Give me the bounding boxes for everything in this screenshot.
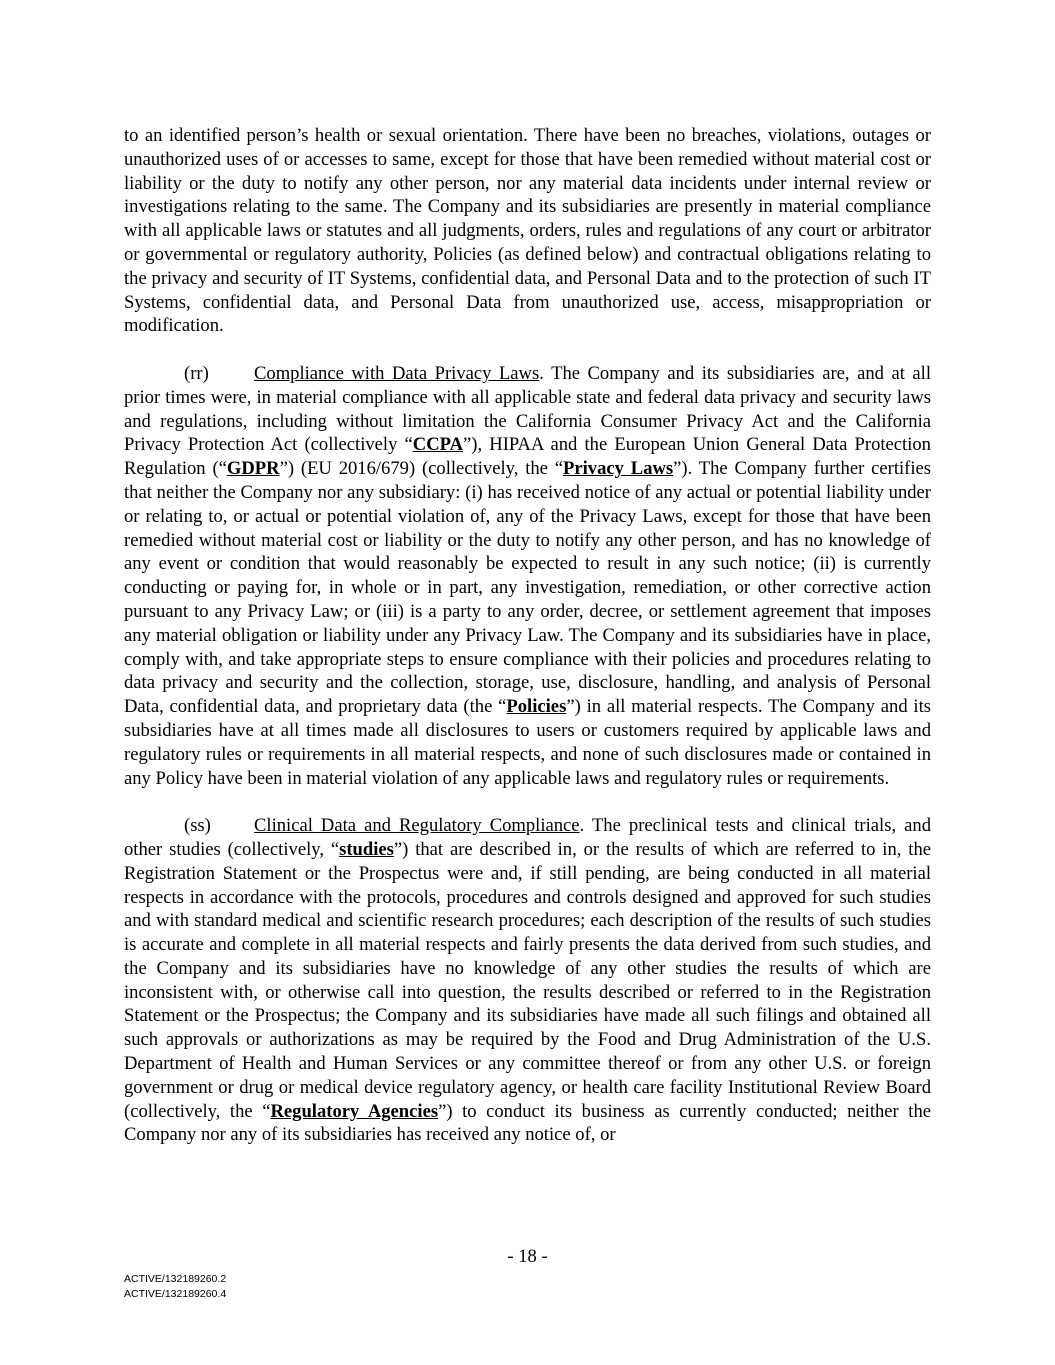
defined-term-regulatory-agencies: Regulatory Agencies xyxy=(270,1100,439,1122)
paragraph-spacer xyxy=(124,338,931,362)
paragraph-spacer xyxy=(124,790,931,814)
section-heading: Compliance with Data Privacy Laws xyxy=(254,362,540,384)
section-text: ”). The Company further certifies that neither the Company nor any subsidiary: (i) has received notice of any actual or potential liability under or relating to, or actual or potential violation of, any of the Privacy Laws, except for those that have been remedied without material cost or liability or the duty to notify any other person, and has no knowledge of any event or condition that would reasonably be expected to result in any such notice; (ii) is currently conducting or paying for, in whole or in part, any investigation, remediation, or other corrective action pursuant to any Privacy Law; or (iii) is a party to any order, decree, or settlement agreement that imposes any material obligation or liability under any Privacy Law. The Company and its subsidiaries have in place, comply with, and take appropriate steps to ensure compliance with their policies and procedures relating to data privacy and security and the collection, storage, use, disclosure, handling, and analysis of Personal Data, confidential data, and proprietary data (the “ xyxy=(124,458,932,718)
paragraph-text: to an identified person’s health or sexual orientation. There have been no breaches, violations, outages or unauthorized uses of or accesses to same, except for those that have been remedied without material cost or liability or the duty to notify any other person, nor any material data incidents under internal review or investigations relating to the same. The Company and its subsidiaries are presently in material compliance with all applicable laws or statutes and all judgments, orders, rules and regulations of any court or arbitrator or governmental or regulatory authority, Policies (as defined below) and contractual obligations relating to the privacy and security of IT Systems, confidential data, and Personal Data and to the protection of such IT Systems, confidential data, and Personal Data from unauthorized use, access, misappropriation or modification. xyxy=(124,125,931,337)
section-text: ”), HIPAA and the European Union General Data Protection Regulation (“ xyxy=(124,434,931,480)
document-body xyxy=(124,124,931,1147)
defined-term-studies: studies xyxy=(339,838,394,860)
footer-doc-id: ACTIVE/132189260.2 xyxy=(124,1273,227,1285)
defined-term-policies: Policies xyxy=(506,696,567,718)
defined-term-privacy-laws: Privacy Laws xyxy=(563,458,674,480)
section-number: (rr) xyxy=(184,362,209,384)
section-heading: Clinical Data and Regulatory Compliance xyxy=(254,815,580,837)
page-number: - 18 - xyxy=(507,1246,548,1267)
section-text: ”) (EU 2016/679) (collectively, the “ xyxy=(279,458,564,480)
section-text: . The preclinical tests and clinical trials, and other studies (collectively, “ xyxy=(124,815,932,860)
footer-doc-id: ACTIVE/132189260.4 xyxy=(124,1288,227,1300)
section-text: ”) to conduct its business as currently conducted; neither the Company nor any of its subsidiaries has received any notice of, or xyxy=(124,1100,932,1146)
section-number: (ss) xyxy=(184,815,211,837)
section-text: ”) in all material respects. The Company and its subsidiaries have at all times made all disclosures to users or customers required by applicable laws and regulatory rules or requirements in all material respects, and none of such disclosures made or contained in any Policy have been in material violation of any applicable laws and regulatory rules or requirements. xyxy=(124,696,932,789)
section-text: ”) that are described in, or the results of which are referred to in, the Registration Statement or the Prospectus were and, if still pending, are being conducted in all material respects in accordance with the protocols, procedures and controls designed and approved for such studies and with standard medical and scientific research procedures; each description of the results of such studies is accurate and complete in all material respects and fairly presents the data derived from such studies, and the Company and its subsidiaries have no knowledge of any other studies the results of which are inconsistent with, or otherwise call into question, the results described or referred to in the Registration Statement or the Prospectus; the Company and its subsidiaries have made all such filings and obtained all such approvals or authorizations as may be required by the Food and Drug Administration of the U.S. Department of Health and Human Services or any committee thereof or from any other U.S. or foreign government or drug or medical device regulatory agency, or health care facility Institutional Review Board (collectively, the “ xyxy=(124,838,931,1122)
section-text: . The Company and its subsidiaries are, and at all prior times were, in material compliance with all applicable state and federal data privacy and security laws and regulations, including without limitation the California Consumer Privacy Act and the California Privacy Protection Act (collectively “ xyxy=(124,362,932,456)
paragraph-continuation xyxy=(124,124,931,338)
section-ss xyxy=(124,814,931,1147)
defined-term-gdpr: GDPR xyxy=(226,458,280,480)
section-rr xyxy=(124,362,931,790)
defined-term-ccpa: CCPA xyxy=(412,434,464,456)
document-footer xyxy=(124,1272,226,1302)
